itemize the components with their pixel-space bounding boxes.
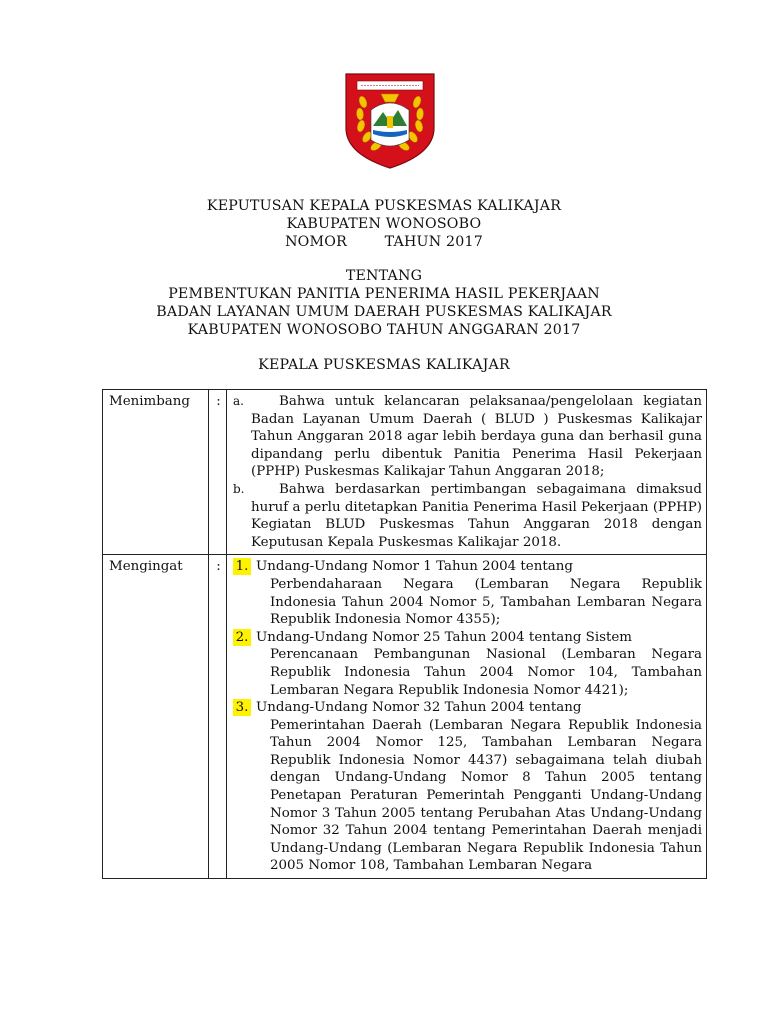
item-text xyxy=(256,629,702,699)
subject-line: TENTANG xyxy=(345,268,423,284)
list-item xyxy=(233,481,702,551)
item-first-line: Undang-Undang Nomor 1 Tahun 2004 tentang xyxy=(256,559,573,575)
row-colon: : xyxy=(209,390,227,555)
row-colon: : xyxy=(209,555,227,879)
subject-line: BADAN LAYANAN UMUM DAERAH PUSKESMAS KALIKAJAR xyxy=(156,304,612,320)
list-item xyxy=(233,629,702,699)
item-first-line: Undang-Undang Nomor 32 Tahun 2004 tentang xyxy=(256,700,582,716)
item-text: Bahwa untuk kelancaran pelaksanaa/pengelolaan kegiatan Badan Layanan Umum Daerah ( BLUD ) Puskesmas Kalikajar Tahun Anggaran 2018 agar lebih berdaya guna dan berhasil guna dipandang perlu dibentuk Panitia Penerima Hasil Pekerjaan (PPHP) Puskesmas Kalikajar Tahun Anggaran 2018; xyxy=(251,394,702,480)
item-marker-highlighted: 2. xyxy=(233,629,251,646)
table-row-menimbang xyxy=(103,390,707,555)
item-text: Bahwa berdasarkan pertimbangan sebagaimana dimaksud huruf a perlu ditetapkan Panitia Penerima Hasil Pekerjaan (PPHP) Kegiatan BLUD Puskesmas Tahun Anggaran 2018 dengan Keputusan Kepala Puskesmas Kalikajar 2018. xyxy=(251,481,702,550)
decree-title xyxy=(0,197,768,251)
considerations-table xyxy=(102,389,707,879)
item-continuation: Perbendaharaan Negara (Lembaran Negara Republik Indonesia Tahun 2004 Nomor 5, Tambahan Lembaran Negara Republik Indonesia Nomor 4355); xyxy=(270,576,702,628)
item-marker-highlighted: 3. xyxy=(233,699,251,716)
item-continuation: Perencanaan Pembangunan Nasional (Lembaran Negara Republik Indonesia Tahun 2004 Nomor 104, Tambahan Lembaran Negara Republik Indonesia Nomor 4421); xyxy=(270,647,702,698)
item-text xyxy=(256,699,702,875)
item-marker-highlighted: 1. xyxy=(233,558,251,575)
item-continuation: Pemerintahan Daerah (Lembaran Negara Republik Indonesia Tahun 2004 Nomor 125, Tambahan Lembaran Negara Republik Indonesia Nomor 4437) sebagaimana telah diubah dengan Undang-Undang Nomor 8 Tahun 2005 tentang Penetapan Peraturan Pemerintah Pengganti Undang-Undang Nomor 3 Tahun 2005 tentang Perubahan Atas Undang-Undang Nomor 32 Tahun 2004 tentang Pemerintahan Daerah menjadi Undang-Undang (Lembaran Negara Republik Indonesia Tahun 2005 Nomor 108, Tambahan Lembaran Negara xyxy=(270,717,702,874)
official-title xyxy=(0,356,768,374)
row-label: Mengingat xyxy=(103,555,209,879)
list-item xyxy=(233,558,702,628)
official-line: KEPALA PUSKESMAS KALIKAJAR xyxy=(258,357,510,373)
item-text xyxy=(256,558,702,628)
decree-subject xyxy=(0,267,768,339)
regency-emblem xyxy=(343,70,437,170)
table-row-mengingat xyxy=(103,555,707,879)
title-line: NOMOR TAHUN 2017 xyxy=(285,234,483,250)
subject-line: PEMBENTUKAN PANITIA PENERIMA HASIL PEKERJAAN xyxy=(168,286,600,302)
title-line: KEPUTUSAN KEPALA PUSKESMAS KALIKAJAR xyxy=(206,198,562,214)
item-marker: a. xyxy=(233,394,244,408)
list-item xyxy=(233,699,702,875)
row-label: Menimbang xyxy=(103,390,209,555)
title-line: KABUPATEN WONOSOBO xyxy=(286,216,482,232)
row-content xyxy=(227,390,707,555)
list-item xyxy=(233,393,702,481)
subject-line: KABUPATEN WONOSOBO TAHUN ANGGARAN 2017 xyxy=(187,322,581,338)
item-marker: b. xyxy=(233,481,245,496)
item-first-line: Undang-Undang Nomor 25 Tahun 2004 tentang Sistem xyxy=(256,629,633,645)
row-content xyxy=(227,555,707,879)
